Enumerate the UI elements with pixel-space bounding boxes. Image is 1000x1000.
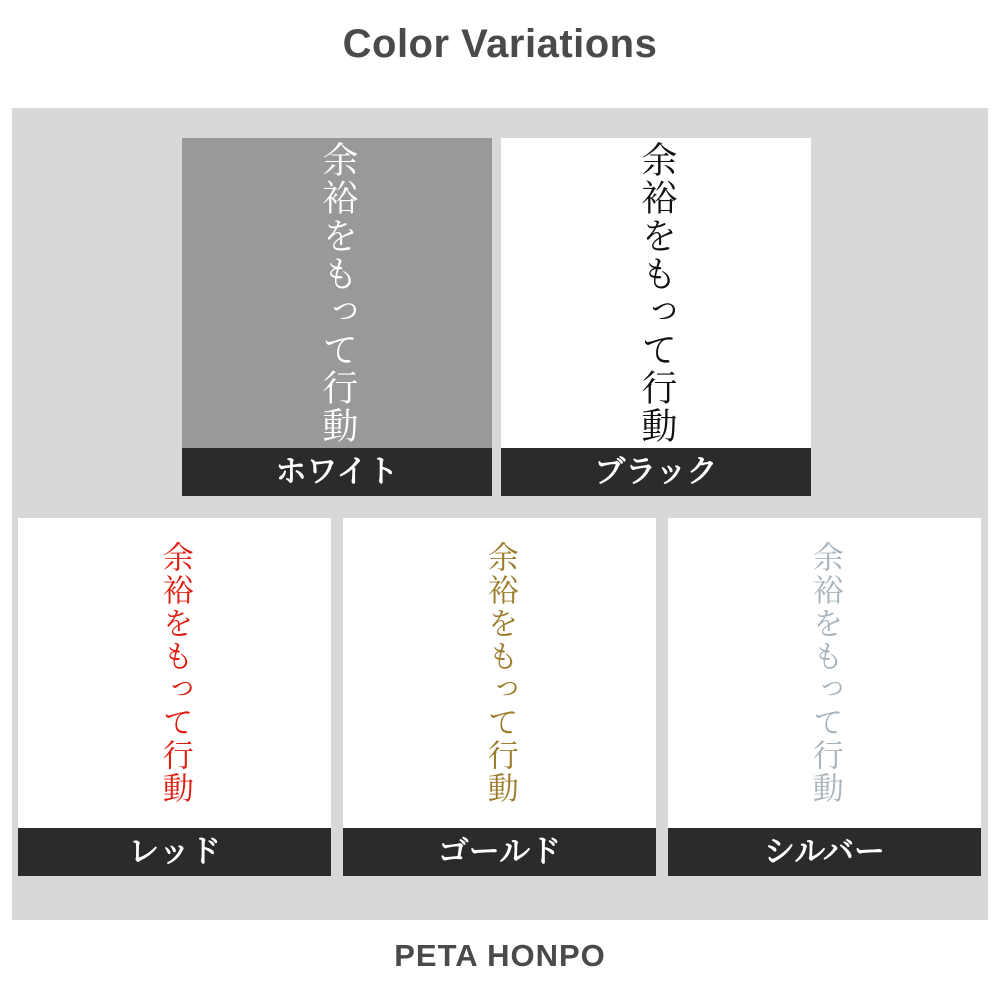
- swatch-gold: [343, 518, 656, 828]
- swatch-text-gold: 余裕をもって行動: [481, 541, 518, 805]
- variation-label-black: ブラック: [501, 448, 811, 496]
- variation-label-gold: ゴールド: [343, 828, 656, 876]
- variation-card-red[interactable]: [18, 518, 331, 876]
- swatch-black: [501, 138, 811, 448]
- variation-card-white[interactable]: [182, 138, 492, 496]
- swatch-white: [182, 138, 492, 448]
- page-title: Color Variations: [342, 22, 658, 66]
- swatch-text-black: 余裕をもって行動: [635, 141, 677, 445]
- brand-name: PETA HONPO: [394, 938, 606, 973]
- variation-label-silver: シルバー: [668, 828, 981, 876]
- variation-label-white: ホワイト: [182, 448, 492, 496]
- swatch-silver: [668, 518, 981, 828]
- swatch-text-red: 余裕をもって行動: [156, 541, 193, 805]
- variation-card-silver[interactable]: [668, 518, 981, 876]
- variation-card-black[interactable]: [501, 138, 811, 496]
- swatch-text-white: 余裕をもって行動: [316, 141, 358, 445]
- swatch-text-silver: 余裕をもって行動: [806, 541, 843, 805]
- variations-panel: [12, 108, 988, 920]
- variation-label-red: レッド: [18, 828, 331, 876]
- swatch-red: [18, 518, 331, 828]
- variation-card-gold[interactable]: [343, 518, 656, 876]
